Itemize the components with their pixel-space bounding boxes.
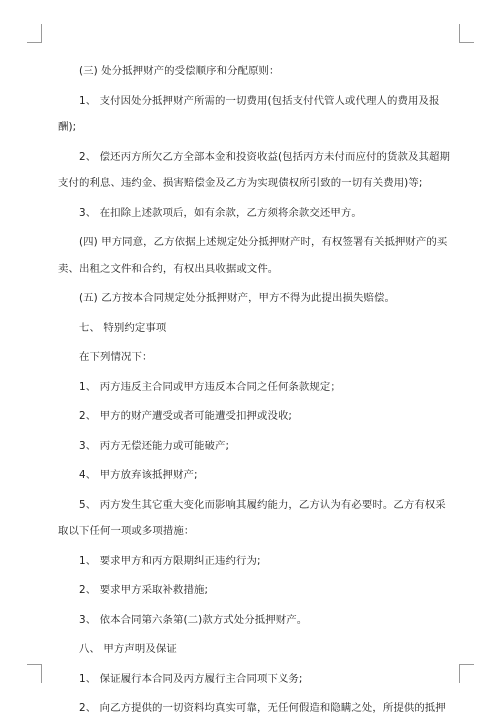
list-item: 1、 保证履行本合同及丙方履行主合同项下义务; [79, 672, 303, 685]
paragraph-line: (四) 甲方同意，乙方依据上述规定处分抵押财产时，有权签署有关抵押财产的买 [79, 236, 448, 248]
crop-mark-bottom-right [459, 664, 474, 683]
paragraph-line: (五) 乙方按本合同规定处分抵押财产，甲方不得为此提出损失赔偿。 [79, 292, 395, 304]
crop-mark-top-right [459, 24, 474, 43]
paragraph-line: 2、 偿还丙方所欠乙方全部本金和投资收益(包括丙方未付而应付的货款及其超期 [79, 150, 450, 163]
list-item: 5、 丙方发生其它重大变化而影响其履约能力，乙方认为有必要时。乙方有权采 [79, 498, 446, 511]
list-item: 3、 丙方无偿还能力或可能破产; [79, 439, 230, 452]
list-item: 2、 甲方的财产遭受或者可能遭受扣押或没收; [79, 410, 293, 422]
list-item: 1、 丙方违反主合同或甲方违反本合同之任何条款规定； [79, 380, 341, 393]
crop-mark-top-left [27, 24, 42, 43]
crop-mark-bottom-left [27, 664, 42, 683]
list-item: 2、 要求甲方采取补救措施; [79, 584, 209, 596]
paragraph-line: 在下列情况下： [79, 351, 153, 363]
list-item: 1、 要求甲方和丙方限期纠正违约行为; [79, 554, 261, 567]
section-heading: 七、 特别约定事项 [79, 321, 167, 334]
list-item: 3、 依本合同第六条第(二)款方式处分抵押财产。 [79, 613, 308, 626]
document-body [58, 64, 450, 715]
paragraph-line: 取以下任何一项或多项措施： [58, 525, 195, 537]
section-heading: 八、 甲方声明及保证 [79, 643, 177, 655]
paragraph-line: 卖、出租之文件和合约，有权出具收据或文件。 [58, 262, 279, 275]
list-item: 2、 向乙方提供的一切资料均真实可靠，无任何假造和隐瞒之处，所提供的抵押 [79, 702, 446, 714]
paragraph-line: 1、 支付因处分抵押财产所需的一切费用(包括支付代管人或代理人的费用及报 [79, 94, 440, 107]
paragraph-line: 酬); [58, 121, 77, 133]
section-heading: (三) 处分抵押财产的受偿顺序和分配原则： [79, 65, 280, 77]
paragraph-line: 支付的利息、违约金、损害赔偿金及乙方为实现债权所引致的一切有关费用)等; [58, 177, 423, 189]
list-item: 4、 甲方放弃该抵押财产; [79, 469, 198, 481]
paragraph-line: 3、 在扣除上述款项后，如有余款，乙方须将余款交还甲方。 [79, 206, 362, 219]
